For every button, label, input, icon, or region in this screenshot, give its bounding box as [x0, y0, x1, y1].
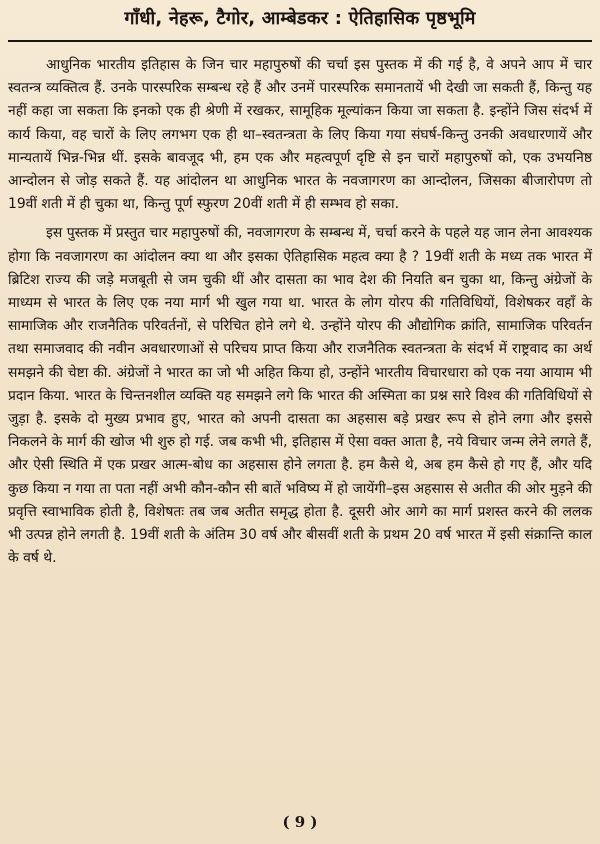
- page-number: ( 9 ): [282, 813, 318, 831]
- paragraph-1: आधुनिक भारतीय इतिहास के जिन चार महापुरुषों की चर्चा इस पुस्तक में की गई है, वे अपने आप में चार स्वतन्त्र व्यक्तित्व हैं. उनके पारस्परिक सम्बन्ध रहे हैं और उनमें पारस्परिक समानतायें भी देखी जा सकती हैं, किन्तु यह नहीं कहा जा सकता कि इनको एक ही श्रेणी में रखकर, सामूहिक मूल्यांकन किया जा सकता है. इन्होंने जिस संदर्भ में कार्य किया, वह चारों के लिए लगभग एक ही था–स्वतन्त्रता के लिए किया गया संघर्ष-किन्तु उनकी अवधारणायें और मान्यतायें भिन्न-भिन्न थीं. इसके बावजूद भी, हम एक और महत्वपूर्ण दृष्टि से इन चारों महापुरुषों को, एक उभयनिष्ठ आन्दोलन से जोड़ सकते हैं. यह आंदोलन था आधुनिक भारत के नवजागरण का आन्दोलन, जिसका बीजारोपण तो 19वीं शती में ही चुका था, किन्तु पूर्ण स्फुरण 20वीं शती में ही सम्भव हो सका.: [8, 57, 592, 213]
- header-divider: [8, 40, 592, 42]
- paragraph-2: इस पुस्तक में प्रस्तुत चार महापुरुषों की, नवजागरण के सम्बन्ध में, चर्चा करने के पहले यह जान लेना आवश्यक होगा कि नवजागरण का आंदोलन क्या था और इसका ऐतिहासिक महत्व क्या है ? 19वीं शती के मध्य तक भारत में ब्रिटिश राज्य की जड़े मजबूती से जम चुकी थीं और दासता का भाव देश की नियति बन चुका था, किन्तु अंग्रेजों के माध्यम से भारत के लिए एक नया मार्ग भी खुल गया था. भारत के लोग योरप की गतिविधियों, विशेषकर वहाँ के सामाजिक और राजनैतिक परिवर्तनों, से परिचित होने लगे थे. उन्होंने योरप की औद्योगिक क्रांति, सामाजिक परिवर्तन तथा समाजवाद की नवीन अवधारणाओं से परिचय प्राप्त किया और राजनैतिक स्वतन्त्रता के संदर्भ में राष्ट्रवाद का अर्थ समझने की चेष्टा की. अंग्रेजों ने भारत का जो भी अहित किया हो, उन्होंने भारतीय विचारधारा को एक नया आयाम भी प्रदान किया. भारत के चिन्तनशील व्यक्ति यह समझने लगे कि भारत की अस्मिता का प्रश्न सारे विश्व की गतिविधियों से जुड़ा है. इसके दो मुख्य प्रभाव हुए, भारत को अपनी दासता का अहसास बड़े प्रखर रूप से होने लगा और इससे निकलने के मार्ग की खोज भी शुरु हो गई. जब कभी भी, इतिहास में ऐसा वक्त आता है, नये विचार जन्म लेने लगते हैं, और ऐसी स्थिति में एक प्रखर आत्म-बोध का अहसास होने लगता है. हम कैसे थे, अब हम कैसे हो गए हैं, और यदि कुछ किया न गया ता पता नहीं अभी कौन-कौन सी बातें भविष्य में हो जायेंगी–इस अहसास से अतीत की ओर मुड़ने की प्रवृत्ति स्वाभाविक होती है, विशेषतः तब जब अतीत समृद्ध होता है. दूसरी ओर आगे का मार्ग प्रशस्त करने की ललक भी उत्पन्न होने लगती है. 19वीं शती के अंतिम 30 वर्ष और बीसवीं शती के प्रथम 20 वर्ष भारत में इसी संक्रान्ति काल के वर्ष थे.: [8, 225, 592, 567]
- body-text: [8, 54, 592, 570]
- page-title: गाँधी, नेहरू, टैगोर, आम्बेडकर : ऐतिहासिक पृष्ठभूमि: [124, 8, 476, 29]
